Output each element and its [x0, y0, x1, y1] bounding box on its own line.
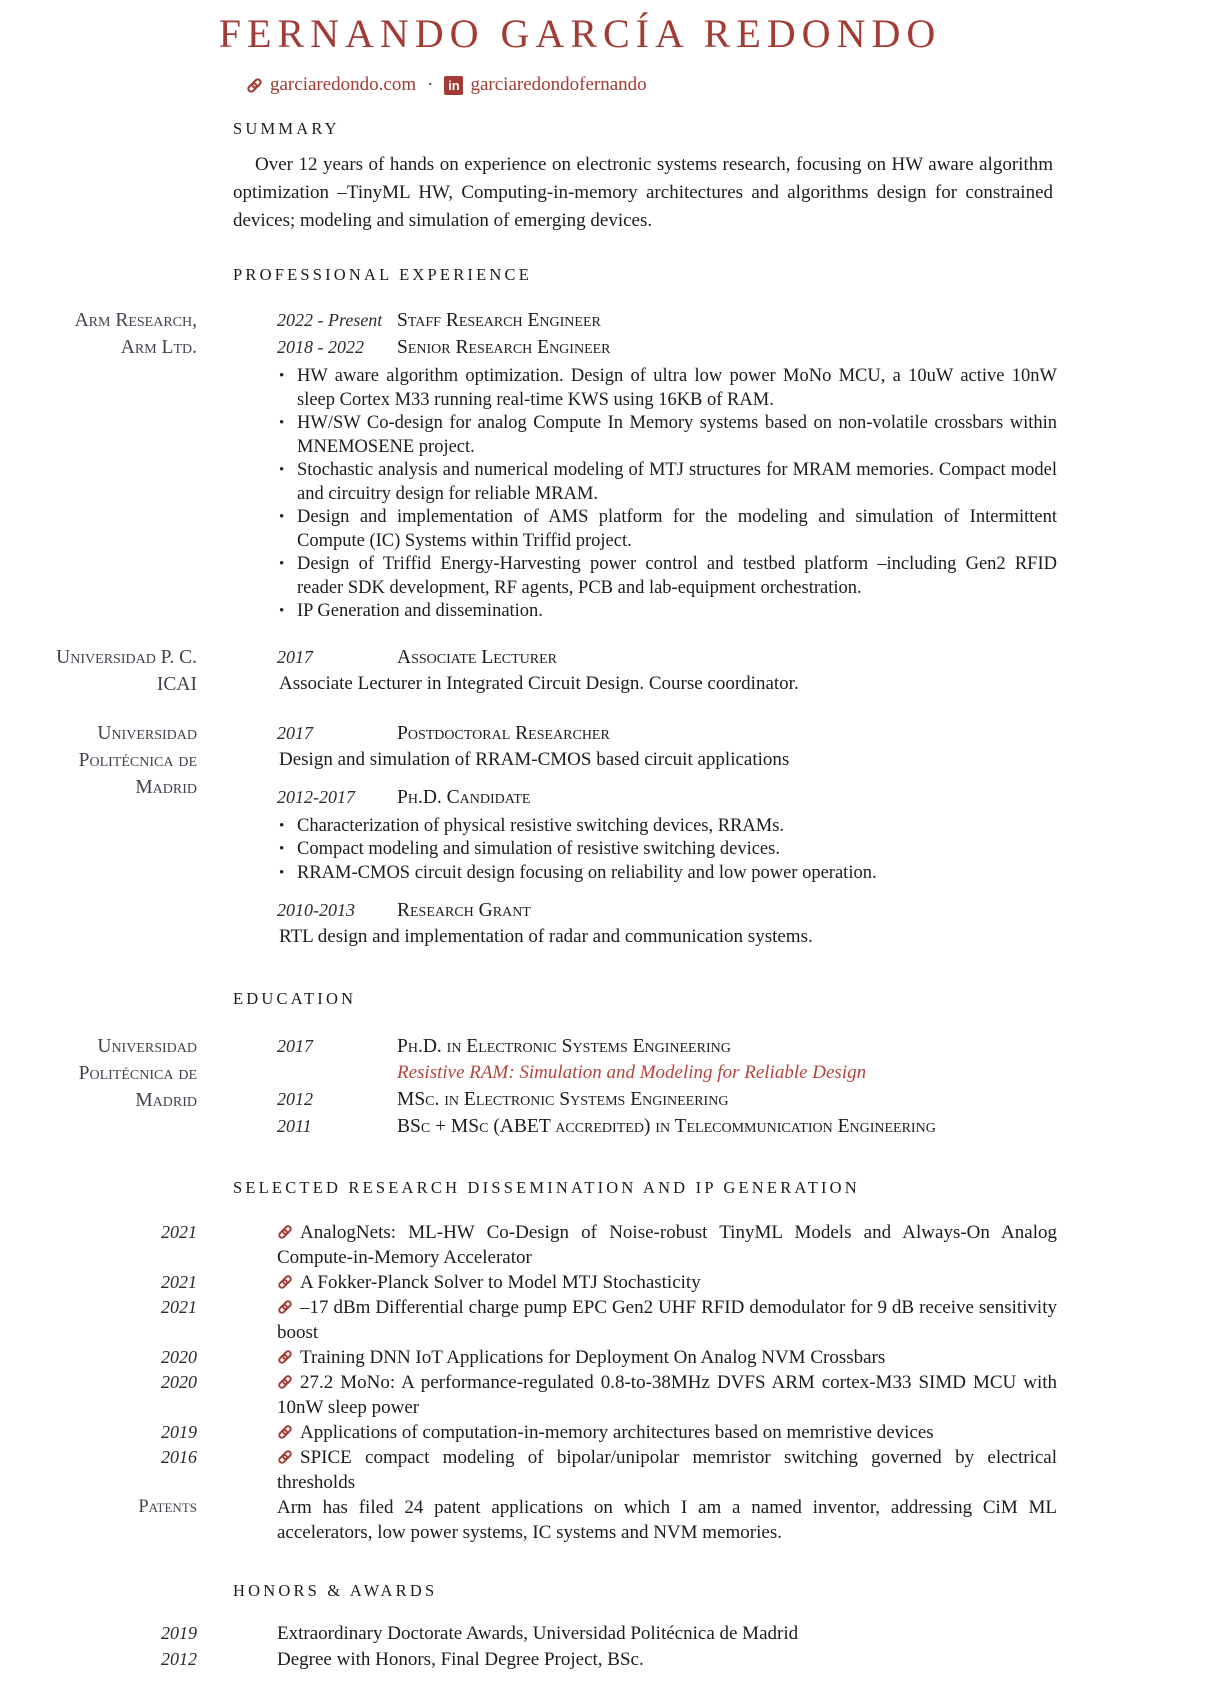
publication-link[interactable]: SPICE compact modeling of bipolar/unipolar memristor switching governed by electrical thresholds	[277, 1447, 1057, 1493]
org-line: Madrid	[135, 776, 197, 798]
publication-link[interactable]: Training DNN IoT Applications for Deployment On Analog NVM Crossbars	[233, 1345, 1057, 1370]
position-role: Research Grant	[397, 900, 531, 921]
link-icon	[277, 1374, 293, 1390]
org-line: Politécnica de	[78, 1063, 197, 1084]
bullet-marker: •	[279, 509, 285, 525]
bullet-marker: •	[279, 368, 285, 384]
honor-text: Degree with Honors, Final Degree Project, BSc.	[277, 1649, 644, 1670]
link-icon	[277, 1424, 293, 1440]
contact-links	[246, 73, 1227, 97]
position-row	[233, 784, 1057, 811]
summary-text: Over 12 years of hands on experience on electronic systems research, focusing on HW aware algorithm optimization –TinyML HW, Computing-in-memory architectures and algorithms design for constrained devices; modeling and simulation of emerging devices.	[233, 154, 1053, 231]
position-row	[233, 720, 1057, 747]
publication-year: 2020	[161, 1347, 197, 1367]
org-line: Universidad P. C.	[56, 646, 197, 668]
link-separator: ·	[427, 74, 434, 95]
publication-year: 2020	[161, 1372, 197, 1392]
position-role: Staff Research Engineer	[397, 310, 601, 331]
position-description: Associate Lecturer in Integrated Circuit Design. Course coordinator.	[279, 672, 799, 694]
degree-row	[233, 1033, 1057, 1060]
publication-year: 2021	[161, 1222, 197, 1242]
position-date: 2012-2017	[277, 786, 355, 807]
bullet-item: • Stochastic analysis and numerical modeling of MTJ structures for MRAM memories. Compact model and circuitry design for reliable MRAM.	[233, 459, 1057, 506]
bullet-item: • HW aware algorithm optimization. Design of ultra low power MoNo MCU, a 10uW active 10nW sleep Cortex M33 running real-time KWS using 16KB of RAM.	[233, 365, 1057, 412]
link-icon	[277, 1449, 293, 1465]
bullet-marker: •	[279, 817, 285, 834]
publication-row	[0, 1295, 1227, 1345]
degree-title: MSc. in Electronic Systems Engineering	[397, 1089, 729, 1110]
position-role: Ph.D. Candidate	[397, 786, 531, 808]
website-link[interactable]	[246, 74, 416, 96]
bullet-item: • Compact modeling and simulation of resistive switching devices.	[233, 838, 1057, 862]
publication-year: 2016	[161, 1447, 197, 1467]
experience-entry-upm	[0, 720, 1227, 950]
publication-row	[0, 1420, 1227, 1445]
position-role: Postdoctoral Researcher	[397, 722, 610, 744]
publication-link[interactable]: AnalogNets: ML-HW Co-Design of Noise-robust TinyML Models and Always-On Analog Compute-in-Memory Accelerator	[277, 1222, 1057, 1268]
link-icon	[277, 1224, 293, 1240]
bullet-item: • Design of Triffid Energy-Harvesting power control and testbed platform –including Gen2 RFID reader SDK development, RF agents, PCB and lab-equipment orchestration.	[233, 553, 1057, 600]
org-name-arm	[0, 307, 197, 624]
publication-link[interactable]: 27.2 MoNo: A performance-regulated 0.8-to-38MHz DVFS ARM cortex-M33 SIMD MCU with 10nW sleep power	[277, 1372, 1057, 1418]
org-line: ICAI	[156, 673, 197, 695]
summary-heading: SUMMARY	[233, 119, 340, 138]
dissemination-heading: SELECTED RESEARCH DISSEMINATION AND IP GENERATION	[233, 1178, 860, 1197]
publication-row	[0, 1370, 1227, 1420]
education-entry	[0, 1033, 1227, 1140]
publication-row	[0, 1220, 1227, 1270]
honor-row	[0, 1647, 1227, 1673]
degree-date: 2011	[277, 1116, 312, 1136]
bullet-marker: •	[279, 841, 285, 857]
honor-row	[0, 1621, 1227, 1647]
thesis-title: Resistive RAM: Simulation and Modeling for Reliable Design	[397, 1062, 867, 1083]
org-name-upm-edu	[0, 1033, 197, 1140]
org-line: Madrid	[135, 1090, 197, 1111]
experience-entry-arm	[0, 307, 1227, 624]
org-line: Universidad	[97, 722, 197, 744]
position-row	[233, 307, 1057, 334]
patents-label: Patents	[138, 1497, 197, 1517]
honor-text: Extraordinary Doctorate Awards, Universidad Politécnica de Madrid	[277, 1623, 799, 1644]
patents-row	[0, 1495, 1227, 1545]
link-icon	[277, 1349, 293, 1365]
publication-link[interactable]: Applications of computation-in-memory architectures based on memristive devices	[233, 1420, 1057, 1445]
bullet-marker: •	[279, 603, 285, 619]
publication-year: 2021	[161, 1297, 197, 1317]
bullet-list	[233, 365, 1057, 624]
position-date: 2018 - 2022	[277, 337, 364, 357]
bullet-item: • HW/SW Co-design for analog Compute In Memory systems based on non-volatile crossbars within MNEMOSENE project.	[233, 412, 1057, 459]
patents-text: Arm has filed 24 patent applications on which I am a named inventor, addressing CiM ML accelerators, low power systems, IC systems and NVM memories.	[277, 1497, 1057, 1543]
person-name: FERNANDO GARCÍA REDONDO	[218, 11, 942, 56]
position-row	[233, 644, 1057, 671]
cv-page	[0, 10, 1227, 1707]
publication-year: 2021	[161, 1272, 197, 1292]
degree-title: Ph.D. in Electronic Systems Engineering	[397, 1036, 731, 1057]
honors-heading: HONORS & AWARDS	[233, 1581, 438, 1600]
bullet-marker: •	[279, 556, 285, 572]
linkedin-link[interactable]	[444, 74, 646, 96]
bullet-item: • Design and implementation of AMS platform for the modeling and simulation of Intermittent Compute (IC) Systems within Triffid project.	[233, 506, 1057, 553]
publication-link[interactable]: –17 dBm Differential charge pump EPC Gen2 UHF RFID demodulator for 9 dB receive sensitivity boost	[277, 1297, 1057, 1343]
publication-row	[0, 1345, 1227, 1370]
link-icon	[246, 77, 263, 94]
position-date: 2017	[277, 722, 313, 743]
position-role: Senior Research Engineer	[397, 337, 611, 358]
position-row	[233, 897, 1057, 924]
link-icon	[277, 1274, 293, 1290]
bullet-list	[233, 815, 1057, 886]
org-line: Arm Research,	[74, 310, 197, 331]
org-line: Arm Ltd.	[120, 337, 197, 358]
linkedin-label[interactable]: garciaredondofernando	[470, 74, 647, 95]
bullet-marker: •	[279, 462, 285, 478]
position-date: 2022 - Present	[277, 310, 383, 330]
publication-row	[0, 1445, 1227, 1495]
bullet-marker: •	[279, 415, 285, 431]
position-description: Design and simulation of RRAM-CMOS based circuit applications	[279, 748, 790, 770]
experience-entry-icai	[0, 644, 1227, 698]
website-label[interactable]: garciaredondo.com	[270, 74, 417, 95]
bullet-item: • IP Generation and dissemination.	[233, 600, 1057, 624]
publication-link[interactable]: A Fokker-Planck Solver to Model MTJ Stochasticity	[233, 1270, 1057, 1295]
degree-date: 2012	[277, 1089, 313, 1109]
degree-row	[233, 1113, 1057, 1140]
degree-title: BSc + MSc (ABET accredited) in Telecommunication Engineering	[397, 1116, 936, 1137]
publication-row	[0, 1270, 1227, 1295]
org-name-icai	[0, 644, 197, 698]
linkedin-icon: in	[444, 76, 463, 95]
position-description: RTL design and implementation of radar and communication systems.	[279, 926, 813, 947]
org-line: Politécnica de	[78, 749, 197, 771]
link-icon	[277, 1299, 293, 1315]
degree-row	[233, 1086, 1057, 1113]
position-role: Associate Lecturer	[397, 646, 557, 668]
bullet-item: • RRAM-CMOS circuit design focusing on reliability and low power operation.	[233, 862, 1057, 886]
honor-year: 2019	[161, 1623, 197, 1643]
honor-year: 2012	[161, 1649, 197, 1669]
position-date: 2017	[277, 646, 313, 667]
degree-date: 2017	[277, 1036, 313, 1056]
bullet-item: • Characterization of physical resistive switching devices, RRAMs.	[233, 815, 1057, 839]
position-date: 2010-2013	[277, 900, 355, 920]
bullet-marker: •	[279, 864, 285, 881]
education-heading: EDUCATION	[233, 989, 357, 1008]
org-line: Universidad	[97, 1036, 197, 1057]
publication-year: 2019	[161, 1422, 197, 1442]
experience-heading: PROFESSIONAL EXPERIENCE	[233, 265, 532, 284]
org-name-upm	[0, 720, 197, 950]
position-row	[233, 334, 1057, 361]
